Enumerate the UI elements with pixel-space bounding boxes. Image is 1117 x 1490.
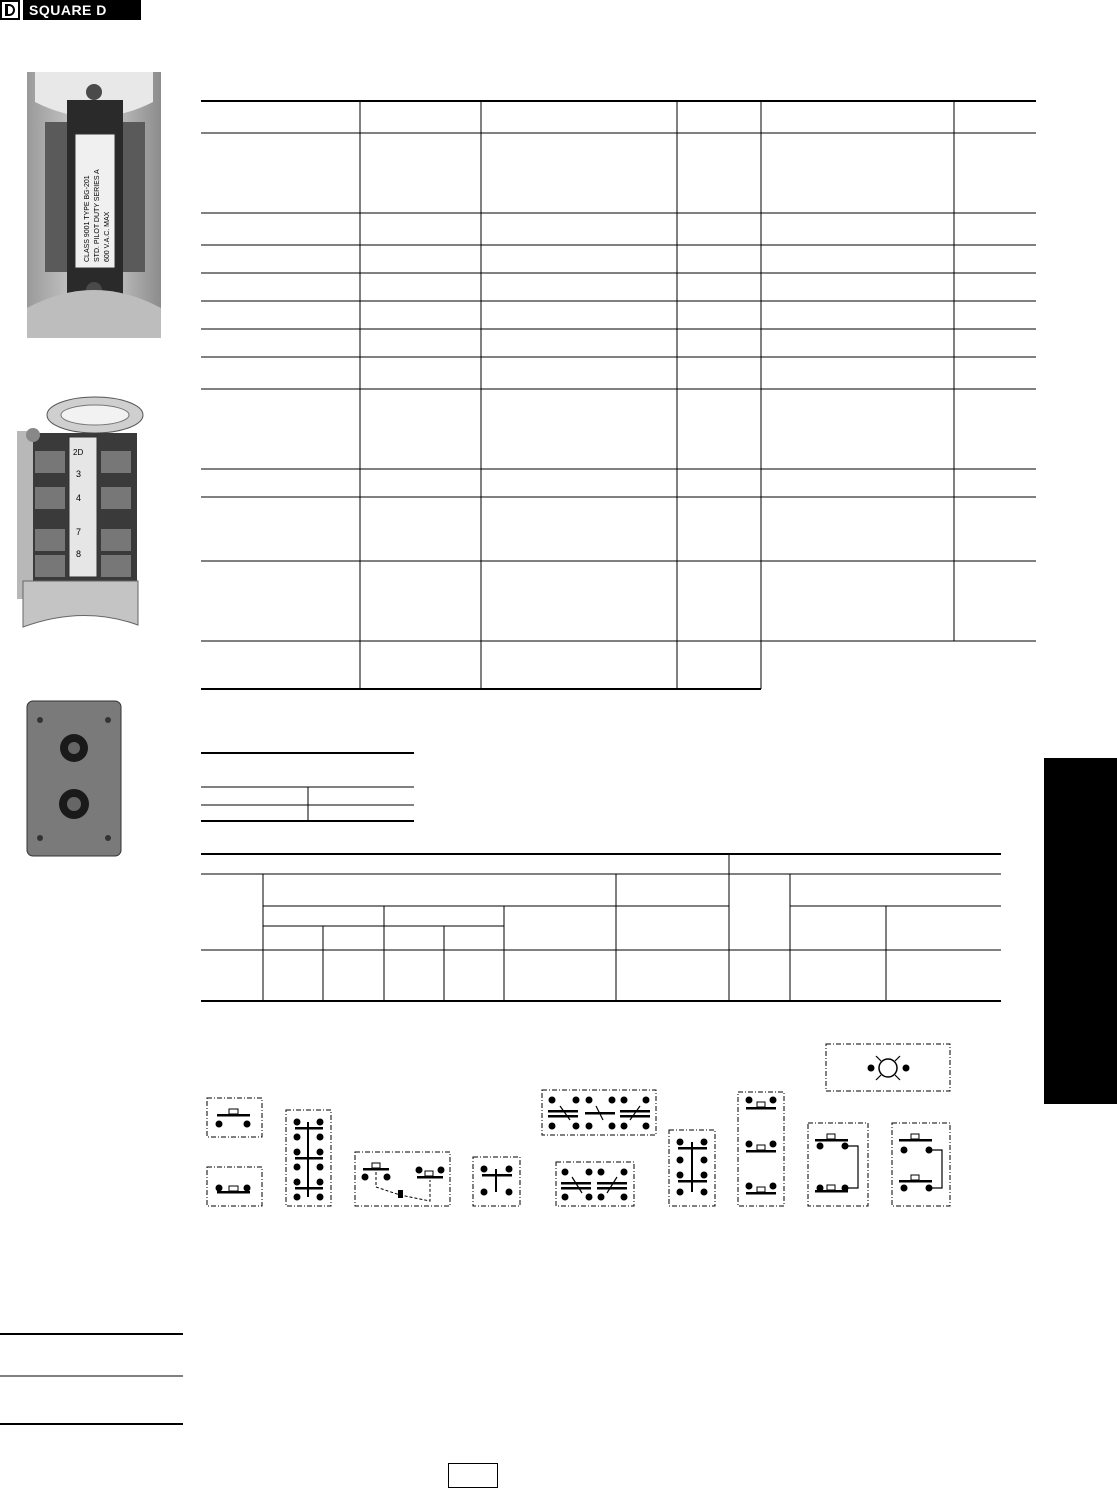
diagram-series-buttons <box>808 1123 868 1206</box>
diagram-three-no-buttons <box>738 1092 784 1206</box>
terminal-label-2d: 2D <box>73 448 84 457</box>
diagram-two-contact <box>473 1157 520 1206</box>
contact-block-label-1: CLASS 9001 TYPE BG-201 <box>84 175 91 262</box>
terminal-label-8: 8 <box>76 549 82 559</box>
section-side-tab <box>1044 758 1117 1104</box>
diagram-nc-pushbutton <box>207 1167 262 1206</box>
diagram-selector-two-position <box>556 1162 634 1206</box>
diagram-pilot-light <box>826 1044 950 1091</box>
contact-block-label-3: 600 V.A.C. MAX <box>104 211 111 262</box>
diagram-selector-three-position <box>542 1090 656 1135</box>
terminal-label-4: 4 <box>76 493 82 503</box>
contact-block-label-2: STD. PILOT DUTY SERIES A <box>94 169 101 262</box>
diagram-no-pushbutton <box>207 1098 262 1137</box>
terminal-label-3: 3 <box>76 469 82 479</box>
diagram-three-contact-stack <box>286 1110 331 1206</box>
brand-name: SQUARE D <box>23 0 141 20</box>
diagram-parallel-buttons <box>892 1123 950 1206</box>
terminal-label-7: 7 <box>76 527 82 537</box>
page-number-box <box>448 1463 498 1488</box>
diagram-four-contact <box>669 1130 715 1206</box>
diagram-interlocked-buttons <box>355 1152 450 1206</box>
